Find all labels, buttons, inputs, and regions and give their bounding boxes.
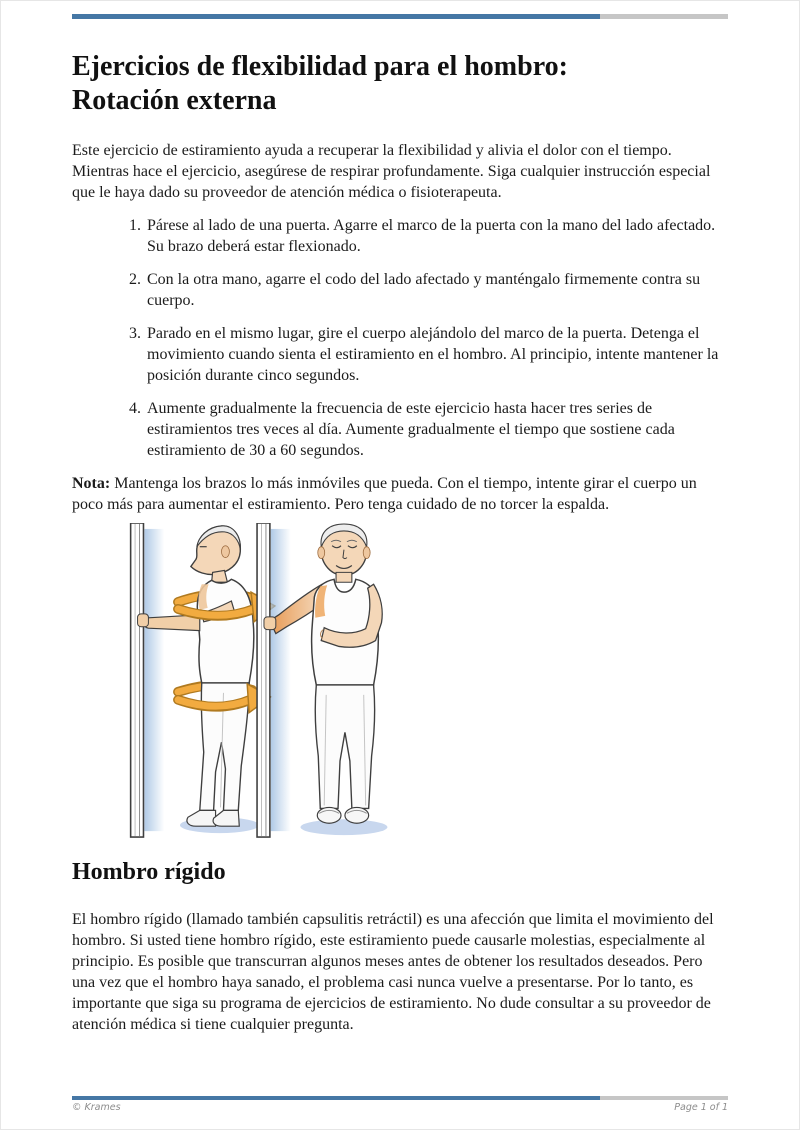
footer-rule-accent	[72, 1096, 600, 1100]
footer-copyright: © Krames	[72, 1102, 121, 1113]
note-text: Mantenga los brazos lo más inmóviles que pueda. Con el tiempo, intente girar el cuerpo un poco más para aumentar el estiramiento. Pero tenga cuidado de no torcer la espalda.	[72, 475, 697, 513]
section-body-paragraph: El hombro rígido (llamado también capsulitis retráctil) es una afección que limita el movimiento del hombro. Si usted tiene hombro rígido, este estiramiento puede causarle molestias, especialmente al principio. Es posible que transcurran algunos meses antes de obtener los resultados deseados. Pero una vez que el hombro haya sanado, el problema casi nunca vuelve a presentarse. Por lo tanto, es importante que siga su programa de ejercicios de estiramiento. No dude consultar a su proveedor de atención médica si tiene cualquier pregunta.	[72, 911, 714, 1033]
page-title	[72, 50, 728, 118]
wall-shadow-right	[271, 529, 291, 831]
exercise-step-1: 1. Párese al lado de una puerta. Agarre el marco de la puerta con la mano del lado afectado. Su brazo deberá estar flexionado.	[145, 215, 728, 257]
footer-rule	[72, 1096, 728, 1100]
note-paragraph	[72, 473, 728, 515]
wall-shadow-left	[144, 529, 164, 831]
exercise-illustration	[127, 523, 395, 841]
document-content	[72, 0, 728, 1035]
section-heading: Hombro rígido	[72, 859, 226, 885]
exercise-step-4: 4. Aumente gradualmente la frecuencia de este ejercicio hasta hacer tres series de estiramientos tres veces al día. Aumente gradualmente el tiempo que sostiene cada estiramiento de 30 a 60 segundos.	[145, 398, 728, 461]
page-title-line1: Ejercicios de flexibilidad para el hombro:	[72, 51, 568, 82]
doorway-rotation-drawing	[127, 523, 395, 841]
exercise-steps-list	[72, 215, 728, 461]
intro-paragraph: Este ejercicio de estiramiento ayuda a recuperar la flexibilidad y alivia el dolor con el tiempo. Mientras hace el ejercicio, asegúrese de respirar profundamente. Siga cualquier instrucción especial que le haya dado su proveedor de atención médica o fisioterapeuta.	[72, 142, 711, 201]
footer	[72, 1102, 728, 1113]
door-frame-left	[131, 523, 144, 837]
footer-page-number: Page 1 of 1	[674, 1102, 728, 1113]
note-label: Nota:	[72, 475, 111, 492]
page-title-line2: Rotación externa	[72, 85, 277, 116]
exercise-step-3: 3. Parado en el mismo lugar, gire el cuerpo alejándolo del marco de la puerta. Detenga el movimiento cuando sienta el estiramiento en el hombro. Al principio, intente mantener la posición durante cinco segundos.	[145, 323, 728, 386]
exercise-step-2: 2. Con la otra mano, agarre el codo del lado afectado y manténgalo firmemente contra su cuerpo.	[145, 269, 728, 311]
door-frame-right	[257, 523, 270, 837]
